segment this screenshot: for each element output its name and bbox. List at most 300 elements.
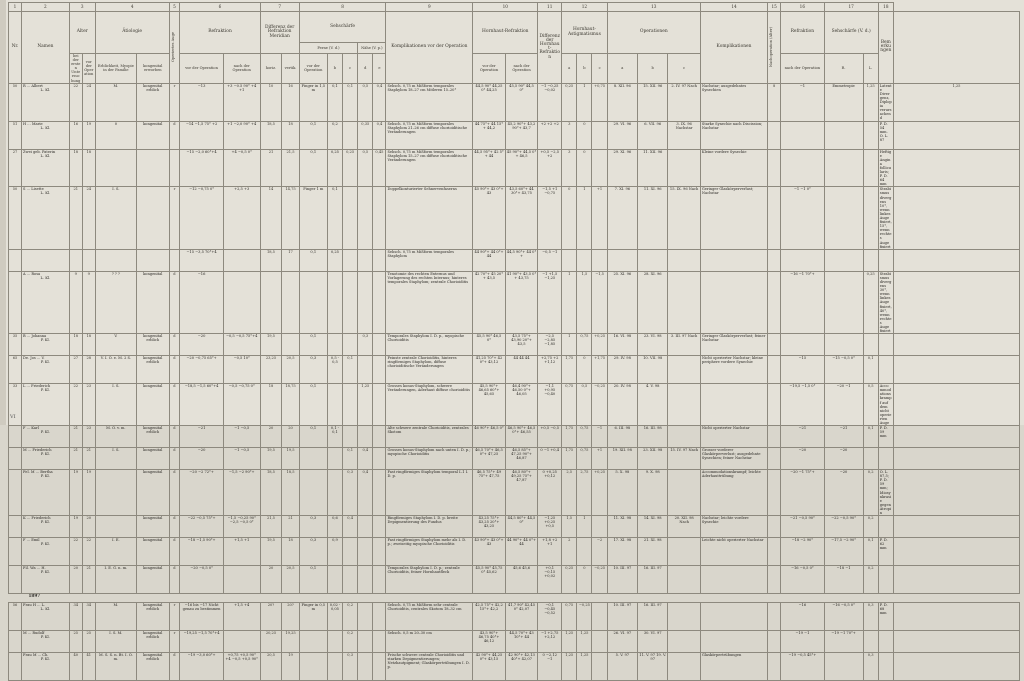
table-row — [9, 516, 1020, 538]
complications-before: Grosses konus-Staphylom nach unten I. D. p.; myopische Chorioiditis — [386, 448, 473, 470]
operation-a: 17. XI. 98 — [607, 538, 637, 566]
colnum-9: 9 — [386, 3, 473, 12]
age-first: 22 — [69, 538, 82, 566]
astig-a: 1,75 — [562, 448, 577, 470]
operation-c — [668, 384, 701, 426]
refraction-diff-h: 19,5 — [260, 538, 282, 566]
acuity-final-r: −17,5 −2 90° — [824, 538, 863, 566]
corneal-after: 43,5 60°+ 44 30°+ 43,75 — [505, 187, 538, 249]
refraction-diff-h: 14 — [260, 187, 282, 249]
near-e — [373, 566, 386, 594]
operated-eye: d — [169, 538, 180, 566]
header-near: Nähe (V. p.) — [358, 43, 386, 54]
remarks-extra — [893, 384, 1019, 426]
near-d — [358, 653, 373, 681]
acuity-final-r: −21 — [824, 426, 863, 448]
complications-after: Accommodationskrampf; leichte Aderhauttrübung — [700, 470, 767, 516]
sub-refr-b: nach der Operation — [223, 54, 260, 84]
heredity: ? ? ? — [95, 271, 136, 333]
remarks — [878, 516, 893, 538]
corneal-after: 46,4 90°+ 46,50 0°+ 46,05 — [505, 384, 538, 426]
patient-clinic: P. Kl. — [40, 452, 50, 457]
acuity-final-r: −16 −0,5 0° — [824, 603, 863, 631]
sub-va-a: vor der Operation — [299, 54, 327, 84]
complications-after — [700, 249, 767, 271]
sub-op-a: a — [607, 54, 637, 84]
operation-c — [668, 603, 701, 631]
complications-before: Sehsch. 0,75 m Mißform temporales Staphylom 15–27 cm diffuse chorioiditische Veränderungen — [386, 149, 473, 187]
patient-name-text: De. Jos ... V. — [23, 356, 45, 361]
heredity: M. — [95, 83, 136, 121]
post-op — [768, 271, 781, 333]
acuity-c — [343, 566, 358, 594]
patient-clinic: P. Kl. — [40, 430, 50, 435]
acuity-c — [343, 538, 358, 566]
post-op — [768, 653, 781, 681]
astig-a: 0,25 — [562, 83, 577, 121]
refraction-before: −12 −0,75 0° — [180, 187, 223, 249]
heredity: I. S. M. — [95, 631, 136, 653]
refraction-diff-v: 21 — [282, 516, 299, 538]
astig-b: 2,75 — [577, 470, 592, 516]
colnum-13: 13 — [607, 3, 700, 12]
patient-name — [22, 516, 70, 538]
corneal-before: 45 90°+ 43 0°+ 43 — [473, 187, 506, 249]
operation-a: 10. III. 97 — [607, 566, 637, 594]
colnum-6: 6 — [180, 3, 260, 12]
age-first: 19 — [69, 470, 82, 516]
header-name: Namen — [22, 12, 70, 84]
acuity-c: 0,1 — [343, 448, 358, 470]
refraction-final: −1 — [781, 83, 824, 121]
acuity-c: 0,1 — [343, 356, 358, 384]
remarks-extra — [893, 334, 1019, 356]
acuity-b — [327, 566, 342, 594]
etiology: kongenital erblich — [136, 426, 169, 448]
post-op — [768, 538, 781, 566]
etiology: kongenital erblich — [136, 603, 169, 631]
age-op: 25 — [82, 631, 95, 653]
post-op — [768, 603, 781, 631]
near-d — [358, 631, 373, 653]
colnum-18: 18 — [878, 3, 893, 12]
near-e — [373, 470, 386, 516]
patient-clinic: L. Kl. — [40, 153, 51, 158]
row-number — [9, 653, 22, 681]
complications-after — [700, 566, 767, 594]
remarks-extra — [893, 653, 1019, 681]
operation-b: 16. III. 98 — [638, 426, 668, 448]
age-op: 34 — [82, 603, 95, 631]
refraction-after — [223, 566, 260, 594]
astig-b: 0,5 — [577, 384, 592, 426]
astig-b: 0 — [577, 149, 592, 187]
acuity-c: 0,3 — [343, 470, 358, 516]
complications-before: Feinste zentrale Chorioiditis, hinteres ringförmiges Staphylom, diffuse chorioiditische Veränderungen — [386, 356, 473, 384]
astig-a: 2,5 — [562, 470, 577, 516]
header-refraction: Refraktion — [180, 12, 260, 54]
post-op — [768, 470, 781, 516]
heredity: I. E. — [95, 538, 136, 566]
acuity-a: Finger 1 m — [299, 187, 327, 249]
heredity: I. E. G. n. m. — [95, 566, 136, 594]
age-op: 22 — [82, 538, 95, 566]
operation-c — [668, 271, 701, 333]
complications-after — [700, 271, 767, 333]
astig-b — [577, 249, 592, 271]
colnum-8: 8 — [299, 3, 386, 12]
refraction-before: −15 −2,0 60°+4 — [180, 149, 223, 187]
complications-after: Geringer Glaskörperverlust; feiner Nachstar — [700, 334, 767, 356]
table-row — [9, 121, 1020, 149]
heredity: V. I. O. e. M. 2 S. — [95, 356, 136, 384]
acuity-final-r: Emmetropie — [824, 83, 863, 121]
remarks-extra — [893, 603, 1019, 631]
patient-name — [22, 187, 70, 249]
patient-name — [22, 653, 70, 681]
sub-va-after-r: R. — [824, 54, 863, 84]
operation-c — [668, 426, 701, 448]
acuity-a — [299, 470, 327, 516]
patient-clinic: P. Kl. — [40, 570, 50, 575]
acuity-c: 0,4 — [343, 516, 358, 538]
table-row — [9, 187, 1020, 249]
acuity-final-r — [824, 249, 863, 271]
operation-b: 4. V. 98 — [638, 384, 668, 426]
near-d — [358, 356, 373, 384]
row-number: 56 — [9, 603, 22, 631]
table-row — [9, 448, 1020, 470]
age-first: 21 — [69, 426, 82, 448]
etiology: kongenital — [136, 516, 169, 538]
acuity-final-r: −22 −0,5 90° — [824, 516, 863, 538]
acuity-final-r — [824, 149, 863, 187]
astig-c — [592, 149, 607, 187]
patient-name-text: B ... Johanna — [23, 334, 47, 339]
corneal-before: 41,25 70°+ 42 0°+ 43,12 — [473, 356, 506, 384]
astig-c: +1,75 — [592, 356, 607, 384]
complications-after — [700, 384, 767, 426]
header-acuity-after: Sehschärfe (V. d.) — [824, 12, 878, 54]
remarks-extra — [893, 470, 1019, 516]
post-op — [768, 121, 781, 149]
page-marker: VI — [10, 414, 16, 420]
refraction-before: −15 −3,5 70°+4 — [180, 249, 223, 271]
refraction-final: −16 −0,5 0° — [781, 566, 824, 594]
refraction-diff-v: 21,5 — [282, 149, 299, 187]
refraction-before: −18,5 −1,5 60°+4 — [180, 384, 223, 426]
acuity-final-l: 0,2 — [863, 516, 878, 538]
corneal-after: 46,5 90°+ 46,5 0°+ 46,55 — [505, 426, 538, 448]
astig-b: 1,25 — [577, 631, 592, 653]
sub-ast-a: a — [562, 54, 577, 84]
operated-eye: d — [169, 470, 180, 516]
patient-name — [22, 271, 70, 333]
patient-clinic: P. Kl. — [40, 635, 50, 640]
acuity-b — [327, 271, 342, 333]
age-op: 28 — [82, 356, 95, 384]
patient-name-text: M ... Rudolf — [23, 631, 45, 636]
complications-before: Sehsch. 0,5 m 20–30 cm — [386, 631, 473, 653]
age-first: 34 — [69, 603, 82, 631]
sub-age-a: bei der ersten Untersuchung — [71, 54, 81, 83]
patient-clinic: P. Kl. — [40, 542, 50, 547]
row-number — [9, 271, 22, 333]
sub-ast-b: b — [577, 54, 592, 84]
age-first: 18 — [69, 334, 82, 356]
patient-name — [22, 121, 70, 149]
refraction-diff-v: 20,5 — [282, 356, 299, 384]
operation-b: 16. III. 97 — [638, 603, 668, 631]
header-age: Alter — [69, 12, 95, 54]
operation-a: 29. XI. 96 — [607, 149, 637, 187]
age-op: 9 — [82, 271, 95, 333]
complications-after: Nicht operierter Nachstar — [700, 426, 767, 448]
header-aetiology: Ätiologie — [95, 12, 169, 54]
operated-eye: d — [169, 516, 180, 538]
post-op — [768, 631, 781, 653]
refraction-before: −20 — [180, 448, 223, 470]
post-op — [768, 516, 781, 538]
acuity-b: 0,02 - 0,05 — [327, 603, 342, 631]
table-row — [9, 426, 1020, 448]
header-refraction-after: Refraktion — [781, 12, 824, 54]
refraction-after: −0,5 −0,75 0° — [223, 384, 260, 426]
acuity-b: 0,25 — [327, 149, 342, 187]
age-op: 21 — [82, 448, 95, 470]
refraction-final — [781, 249, 824, 271]
refraction-diff-v: 18,75 — [282, 384, 299, 426]
refraction-before: −20 — [180, 334, 223, 356]
corneal-before: 43 90°+ 43 0°+ 43 — [473, 538, 506, 566]
table-row — [9, 631, 1020, 653]
refraction-after — [223, 631, 260, 653]
refraction-after — [223, 271, 260, 333]
age-op: 18 — [82, 149, 95, 187]
near-d — [358, 603, 373, 631]
age-op: 19 — [82, 121, 95, 149]
refraction-diff-h: 20 — [260, 566, 282, 594]
sub-op-b: b — [638, 54, 668, 84]
refraction-before: −18 −1,5 90°+ — [180, 538, 223, 566]
remarks — [878, 249, 893, 271]
row-number: 35 — [9, 334, 22, 356]
acuity-final-l — [863, 121, 878, 149]
heredity — [95, 249, 136, 271]
row-number: 51 — [9, 121, 22, 149]
post-op — [768, 448, 781, 470]
header-refraction-diff: Differenz der Refraktion Meridian — [260, 12, 299, 54]
patient-clinic: P. Kl. — [40, 474, 50, 479]
corneal-diff: +0,5 −0,5 — [538, 426, 562, 448]
heredity: I. S. — [95, 448, 136, 470]
post-op — [768, 149, 781, 187]
operation-a: 11. XI. 98 — [607, 516, 637, 538]
case-rows — [9, 83, 1020, 680]
refraction-diff-v: 17 — [282, 249, 299, 271]
complications-after: Nachstar; ausgedehntes Synechien — [700, 83, 767, 121]
complications-before: Ringförmiges Staphylom I. D. p. breite Depigmentierung des Fundus — [386, 516, 473, 538]
near-d: 0,35 — [358, 121, 373, 149]
refraction-diff-v: 18 — [282, 538, 299, 566]
operation-c — [668, 653, 701, 681]
astig-c — [592, 249, 607, 271]
remarks-extra — [893, 187, 1019, 249]
refraction-after: +3 −0.5 90° +4 +1 — [223, 83, 260, 121]
near-d — [358, 538, 373, 566]
row-number — [9, 538, 22, 566]
sub-k-a: vor der Operation — [473, 54, 506, 84]
acuity-a: 0,1 — [299, 426, 327, 448]
colnum-15: 15 — [768, 3, 781, 12]
patient-name-text: Frau M ... Ch. — [23, 653, 49, 658]
remarks: Heftige Angina follicularis; P. D. 64 mm — [878, 149, 893, 187]
patient-name — [22, 384, 70, 426]
refraction-diff-v: 19 — [282, 653, 299, 681]
corneal-diff: −1 +1,5 −1,25 — [538, 271, 562, 333]
heredity: 0 — [95, 121, 136, 149]
age-first: 25 — [69, 631, 82, 653]
heredity: M. — [95, 603, 136, 631]
refraction-diff-h — [260, 271, 282, 333]
operation-c: 15. IV. 97 Nach — [668, 448, 701, 470]
refraction-diff-h: 19,5 — [260, 334, 282, 356]
remarks-extra — [893, 356, 1019, 384]
corneal-before: 45,5 90° 46,5 0° — [473, 334, 506, 356]
astig-b: 0,75 — [577, 426, 592, 448]
header-corneal-astig: Hornhaut-Astigmatismus — [562, 12, 608, 54]
corneal-after: 46,5 80°+ 49,25 75°+ 47,87 — [505, 470, 538, 516]
age-op: 23 — [82, 426, 95, 448]
patient-name-text: L ... Friederich — [23, 384, 51, 389]
etiology: kongenital — [136, 121, 169, 149]
sub-refr-after: nach der Operation — [781, 54, 824, 84]
refraction-diff-h: 23,25 — [260, 356, 282, 384]
astig-a: 3 — [562, 149, 577, 187]
acuity-final-r: −20 — [824, 470, 863, 516]
acuity-a — [299, 448, 327, 470]
patient-name-text: S ... Lisette — [23, 187, 44, 192]
near-d — [358, 566, 373, 594]
refraction-diff-h: 19,5 — [260, 448, 282, 470]
sub-va-b: b — [327, 54, 342, 84]
acuity-b: 0,9 — [327, 538, 342, 566]
complications-before: Fast ringförmiges Staphylom temporal I–1 I. D. p. — [386, 470, 473, 516]
refraction-before: −22 −0,5 75°+ — [180, 516, 223, 538]
operation-a: 29. VI. 96 — [607, 121, 637, 149]
acuity-a: 0,3 — [299, 538, 327, 566]
acuity-c: 0,25 — [343, 149, 358, 187]
complications-before: Sehsch. 0,75 m Mißform temporales Staphylom 18–27 cm Mitleren 15–20° — [386, 83, 473, 121]
year-label: 1897 — [9, 594, 1020, 603]
patient-name — [22, 334, 70, 356]
corneal-diff: −1 +2,75 +2,12 — [538, 631, 562, 653]
astig-a: 1,75 — [562, 356, 577, 384]
age-first: 21 — [69, 448, 82, 470]
complications-after: Nicht operierter Nachstar; kleine periphere vordere Synechie — [700, 356, 767, 384]
acuity-a: 0,1 — [299, 249, 327, 271]
corneal-after: 44 90°+ 44 0°+ 44 — [505, 538, 538, 566]
acuity-a: 0,3 — [299, 516, 327, 538]
remarks: O. L. 87,5; P. D. 59 mm; Idiosynkrasie gegen Atropin — [878, 470, 893, 516]
acuity-b — [327, 448, 342, 470]
astig-c — [592, 121, 607, 149]
patient-clinic: L. Kl. — [40, 125, 51, 130]
corneal-diff: −2,5 −2,85 −1,85 — [538, 334, 562, 356]
heredity — [95, 516, 136, 538]
refraction-diff-h: 21 — [260, 149, 282, 187]
refraction-after: +1,5 +4 — [223, 603, 260, 631]
operation-a: 5. V. 97 — [607, 653, 637, 681]
patient-name-text: H ... Marie — [23, 121, 43, 126]
operation-a: 26. VI. 97 — [607, 631, 637, 653]
corneal-diff: +1,8 +2 +1 — [538, 538, 562, 566]
complications-after — [700, 603, 767, 631]
corneal-after: 44,5 70°+ 43 10°+ 44 — [505, 631, 538, 653]
heredity — [95, 149, 136, 187]
patient-clinic: L. Kl. — [40, 275, 51, 280]
refraction-diff-h: 10 — [260, 83, 282, 121]
refraction-after: −1 −0,5 — [223, 448, 260, 470]
patient-clinic: P. Kl. — [40, 388, 50, 393]
table-row — [9, 538, 1020, 566]
sub-op-c: c — [668, 54, 701, 84]
refraction-diff-v: 19,5 — [282, 448, 299, 470]
complications-before: Temporales Staphylom I. D. p., myopische Chorioiditis — [386, 334, 473, 356]
astig-a: 0,75 — [562, 384, 577, 426]
acuity-final-r: −20 −1 — [824, 384, 863, 426]
complications-before: Sehsch. 0,75 m Mißform temporales Staphylom — [386, 249, 473, 271]
post-op — [768, 426, 781, 448]
refraction-after: −1,5 −0,25 90° −2,5 −0,5 0° — [223, 516, 260, 538]
sub-va-c: c — [343, 54, 358, 84]
operated-eye: d — [169, 334, 180, 356]
astig-b: 0,75 — [577, 448, 592, 470]
near-e — [373, 384, 386, 426]
refraction-before: −13 — [180, 83, 223, 121]
refraction-diff-h: 18,5 — [260, 249, 282, 271]
header-complications-before: Komplikationen vor der Operation — [386, 12, 473, 84]
corneal-diff: +2,75 +2 +1,12 — [538, 356, 562, 384]
operated-eye: d — [169, 384, 180, 426]
remarks: P. D. 68 mm — [878, 603, 893, 631]
etiology — [136, 187, 169, 249]
corneal-before: 46,5 70°+ 46,5 0°+ 47,25 — [473, 448, 506, 470]
near-d — [358, 426, 373, 448]
header-distance: Ferne (V. d.) — [299, 43, 358, 54]
refraction-diff-v: 14,75 — [282, 187, 299, 249]
header-corneal-refraction: Hornhaut-Refraktion — [473, 12, 538, 54]
row-number — [9, 426, 22, 448]
etiology: kongenital — [136, 538, 169, 566]
patient-name — [22, 356, 70, 384]
near-e: 0,4 — [373, 83, 386, 121]
acuity-c: 0,3 — [343, 653, 358, 681]
row-number — [9, 631, 22, 653]
acuity-final-l: 0,1 — [863, 538, 878, 566]
acuity-c — [343, 271, 358, 333]
astig-a: 3 — [562, 121, 577, 149]
table-row — [9, 470, 1020, 516]
near-e — [373, 249, 386, 271]
astig-a: 0,75 — [562, 603, 577, 631]
corneal-after: 45,6 45,6 — [505, 566, 538, 594]
refraction-diff-v: 18,5 — [282, 470, 299, 516]
operation-b: 16. III. 97 — [638, 566, 668, 594]
acuity-final-l — [863, 631, 878, 653]
acuity-final-l: 0,2 — [863, 470, 878, 516]
heredity: M. S. S. n. Bt. I. O. m. — [95, 653, 136, 681]
